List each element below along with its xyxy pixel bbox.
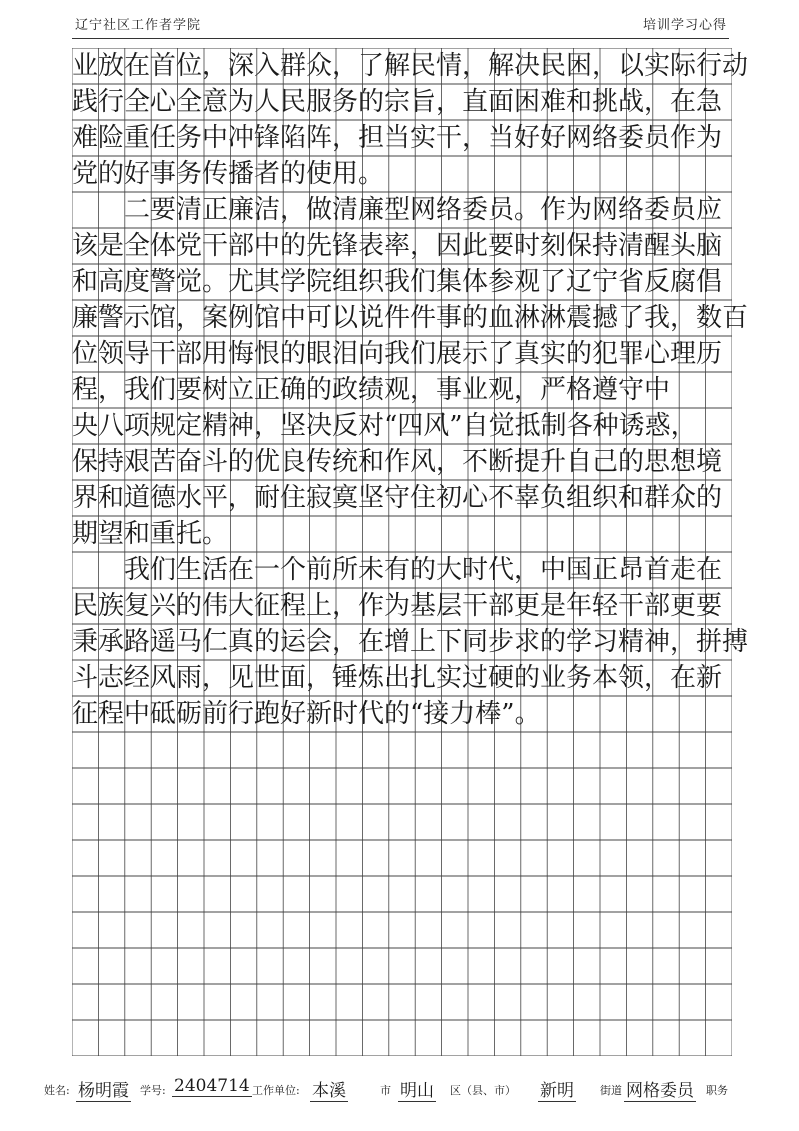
body-line: 践行全心全意为人民服务的宗旨，直面困难和挑战，在急 (72, 87, 723, 117)
body-line: 征程中砥砺前行跑好新时代的“接力棒”。 (72, 699, 541, 729)
unit-value: 本溪 (310, 1076, 348, 1102)
city-label: 市 (380, 1084, 391, 1097)
body-line: 秉承路遥马仁真的运会，在增上下同步求的学习精神，拼搏 (72, 627, 749, 657)
body-line: 位领导干部用悔恨的眼泪向我们展示了真实的犯罪心理历 (72, 339, 723, 369)
body-line: 保持艰苦奋斗的优良传统和作风，不断提升自己的思想境 (72, 447, 723, 477)
district-value: 明山 (398, 1076, 436, 1102)
id-value: 2404714 (174, 1076, 250, 1096)
district-label: 区（县、市） (450, 1084, 516, 1097)
id-label: 学号: (140, 1084, 166, 1097)
body-line: 党的好事务传播者的使用。 (72, 159, 385, 189)
body-line: 程，我们要树立正确的政绩观，事业观，严格遵守中 (72, 375, 671, 405)
street-label: 街道 (600, 1084, 622, 1097)
position-label: 职务 (706, 1084, 728, 1097)
body-line: 我们生活在一个前所未有的大时代，中国正昂首走在 (72, 555, 723, 585)
name-value: 杨明霞 (76, 1076, 131, 1102)
page-footer (0, 1070, 799, 1110)
body-line: 斗志经风雨，见世面，锤炼出扎实过硬的业务本领，在新 (72, 663, 723, 693)
header-rule (72, 38, 729, 39)
position-value: 网格委员 (624, 1076, 696, 1102)
page-header (0, 0, 799, 40)
body-line: 该是全体党干部中的先锋表率，因此要时刻保持清醒头脑 (72, 231, 723, 261)
org-name: 辽宁社区工作者学院 (75, 18, 202, 33)
handwritten-body (72, 48, 749, 1056)
body-line: 难险重任务中冲锋陷阵，担当实干，当好好网络委员作为 (72, 123, 723, 153)
body-line: 民族复兴的伟大征程上，作为基层干部更是年轻干部更要 (72, 591, 723, 621)
body-line: 业放在首位，深入群众，了解民情，解决民困，以实际行动 (72, 51, 749, 81)
body-line: 期望和重托。 (72, 519, 229, 549)
unit-label: 工作单位: (252, 1084, 300, 1097)
body-line: 廉警示馆，案例馆中可以说件件事的血淋淋震撼了我，数百 (72, 303, 749, 333)
street-value: 新明 (538, 1076, 576, 1102)
body-line: 央八项规定精神，坚决反对“四风”自觉抵制各种诱惑， (72, 411, 697, 441)
document-type: 培训学习心得 (642, 18, 727, 33)
name-label: 姓名: (44, 1084, 70, 1097)
body-line: 界和道德水平，耐住寂寞坚守住初心不辜负组织和群众的 (72, 483, 723, 513)
body-line: 和高度警觉。尤其学院组织我们集体参观了辽宁省反腐倡 (72, 267, 723, 297)
body-line: 二要清正廉洁，做清廉型网络委员。作为网络委员应 (72, 195, 723, 225)
